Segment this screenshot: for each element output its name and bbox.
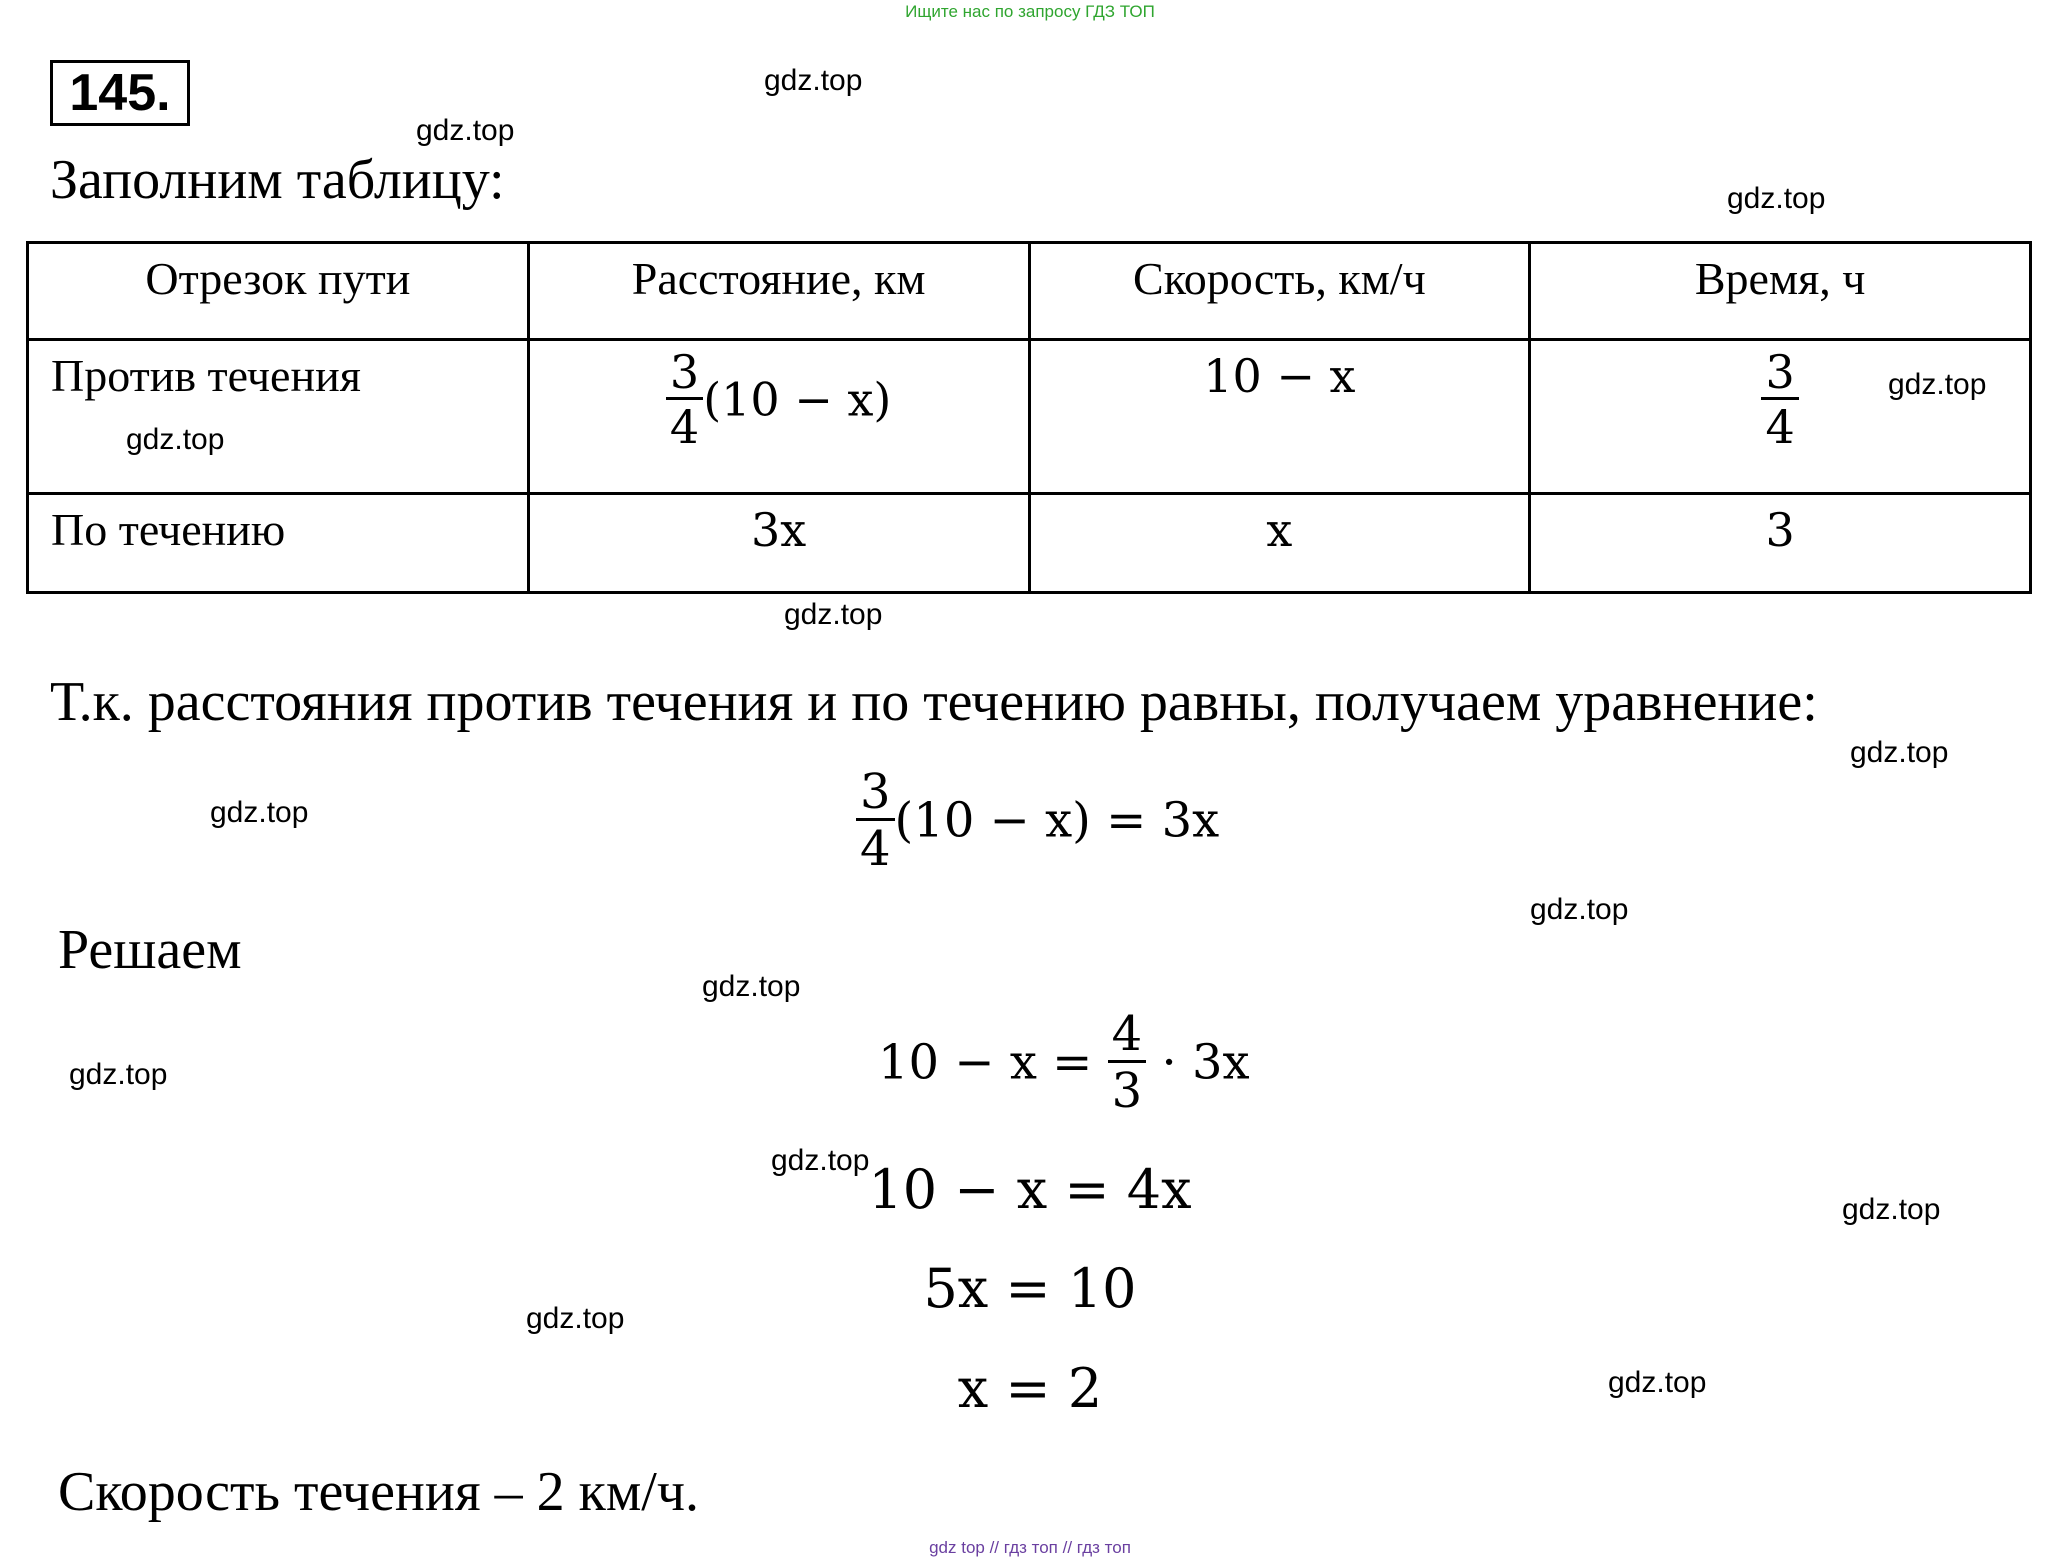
table-header-row bbox=[28, 243, 2031, 340]
answer-text: Скорость течения – 2 км/ч. bbox=[58, 1461, 699, 1523]
equation-expression: (10 − x) = 3x bbox=[894, 792, 1220, 849]
watermark: gdz.top bbox=[1888, 368, 1987, 401]
distance-cell bbox=[528, 340, 1029, 494]
watermark: gdz.top bbox=[69, 1058, 168, 1091]
segment-cell: Против течения bbox=[28, 340, 529, 494]
header-cell: Скорость, км/ч bbox=[1029, 243, 1530, 340]
equation-fraction bbox=[856, 764, 895, 877]
step-3: 5x = 10 bbox=[923, 1257, 1137, 1320]
watermark: gdz.top bbox=[784, 598, 883, 631]
header-cell: Время, ч bbox=[1530, 243, 2031, 340]
intro-text: Заполним таблицу: bbox=[50, 149, 505, 211]
watermark: gdz.top bbox=[1608, 1366, 1707, 1399]
watermark: gdz.top bbox=[1842, 1193, 1941, 1226]
step-1 bbox=[878, 1006, 1250, 1119]
table-row bbox=[28, 494, 2031, 593]
time-cell: 3 bbox=[1530, 494, 2031, 593]
watermark: gdz.top bbox=[126, 423, 225, 456]
table-row bbox=[28, 340, 2031, 494]
time-fraction bbox=[1761, 345, 1798, 454]
step-1-fraction bbox=[1108, 1006, 1147, 1119]
watermark: gdz.top bbox=[1530, 893, 1629, 926]
step-4: x = 2 bbox=[957, 1357, 1103, 1420]
data-table bbox=[26, 241, 2032, 594]
task-number: 145. bbox=[50, 60, 190, 126]
header-cell: Расстояние, км bbox=[528, 243, 1029, 340]
watermark: gdz.top bbox=[1727, 182, 1826, 215]
main-equation bbox=[856, 764, 1220, 877]
explanation-text: Т.к. расстояния против течения и по течению равны, получаем уравнение: bbox=[50, 671, 1818, 733]
speed-cell: 10 − x bbox=[1029, 340, 1530, 494]
watermark: gdz.top bbox=[764, 64, 863, 97]
step-1-left: 10 − x = bbox=[878, 1034, 1093, 1091]
fraction-denominator: 4 bbox=[860, 821, 891, 877]
watermark: gdz.top bbox=[210, 796, 309, 829]
segment-cell: По течению bbox=[28, 494, 529, 593]
step-1-right: · 3x bbox=[1161, 1034, 1250, 1091]
speed-cell: x bbox=[1029, 494, 1530, 593]
watermark: gdz.top bbox=[1850, 736, 1949, 769]
fraction-numerator: 3 bbox=[666, 349, 703, 400]
watermark: gdz.top bbox=[416, 114, 515, 147]
watermark: gdz.top bbox=[526, 1302, 625, 1335]
time-cell bbox=[1530, 340, 2031, 494]
fraction-numerator: 3 bbox=[856, 768, 895, 821]
step-2: 10 − x = 4x bbox=[868, 1158, 1192, 1221]
fraction-numerator: 3 bbox=[1761, 349, 1798, 400]
fraction-denominator: 3 bbox=[1111, 1063, 1143, 1119]
distance-expression: (10 − x) bbox=[703, 372, 892, 427]
top-banner[interactable]: Ищите нас по запросу ГДЗ ТОП bbox=[905, 2, 1155, 21]
watermark: gdz.top bbox=[702, 970, 801, 1003]
footer-banner[interactable]: gdz top // гдз топ // гдз топ bbox=[929, 1538, 1131, 1557]
header-cell: Отрезок пути bbox=[28, 243, 529, 340]
fraction-denominator: 4 bbox=[669, 400, 700, 454]
fraction-numerator: 4 bbox=[1108, 1010, 1147, 1063]
distance-fraction bbox=[666, 345, 703, 454]
distance-cell: 3x bbox=[528, 494, 1029, 593]
solve-label: Решаем bbox=[58, 919, 242, 981]
fraction-denominator: 4 bbox=[1765, 400, 1795, 454]
watermark: gdz.top bbox=[771, 1144, 870, 1177]
